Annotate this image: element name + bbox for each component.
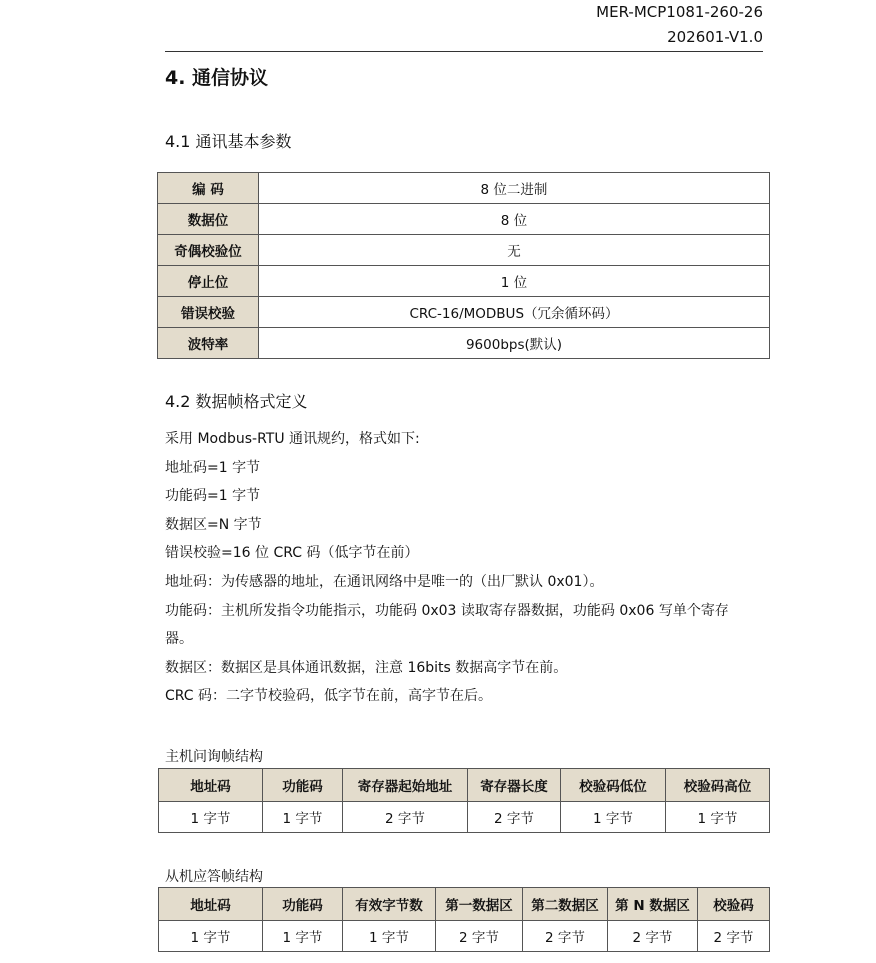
table-header-row bbox=[159, 769, 770, 802]
response-frame-caption: 从机应答帧结构 bbox=[165, 869, 263, 885]
basic-params-table bbox=[157, 172, 770, 359]
param-key: 波特率 bbox=[158, 328, 259, 359]
table-row bbox=[159, 802, 770, 833]
table-cell: 2 字节 bbox=[523, 921, 608, 952]
column-header: 校验码高位 bbox=[666, 769, 770, 802]
param-value: CRC-16/MODBUS（冗余循环码） bbox=[259, 297, 770, 328]
frame-format-description bbox=[165, 428, 775, 714]
table-cell: 1 字节 bbox=[561, 802, 666, 833]
column-header: 寄存器长度 bbox=[468, 769, 561, 802]
column-header: 第二数据区 bbox=[523, 888, 608, 921]
param-key: 停止位 bbox=[158, 266, 259, 297]
text-line: 器。 bbox=[165, 631, 193, 648]
table-row bbox=[159, 921, 770, 952]
text-line: 采用 Modbus-RTU 通讯规约，格式如下: bbox=[165, 431, 420, 447]
text-line: 地址码=1 字节 bbox=[165, 459, 261, 476]
table-cell: 1 字节 bbox=[343, 921, 436, 952]
table-cell: 1 字节 bbox=[159, 802, 263, 833]
table-header-row bbox=[159, 888, 770, 921]
table-row bbox=[158, 173, 770, 204]
table-cell: 1 字节 bbox=[263, 921, 343, 952]
column-header: 校验码低位 bbox=[561, 769, 666, 802]
param-key: 数据位 bbox=[158, 204, 259, 235]
column-header: 校验码 bbox=[698, 888, 770, 921]
table-row bbox=[158, 235, 770, 266]
query-frame-caption: 主机问询帧结构 bbox=[165, 749, 263, 765]
table-row bbox=[158, 297, 770, 328]
param-key: 奇偶校验位 bbox=[158, 235, 259, 266]
param-value: 9600bps(默认) bbox=[259, 328, 770, 359]
text-line: 功能码：主机所发指令功能指示，功能码 0x03 读取寄存器数据，功能码 0x06 写单个寄存 bbox=[165, 602, 729, 619]
column-header: 第一数据区 bbox=[436, 888, 523, 921]
header-rule bbox=[165, 51, 763, 52]
text-line: CRC 码：二字节校验码，低字节在前，高字节在后。 bbox=[165, 688, 493, 705]
section-heading-basic-params: 4.1 通讯基本参数 bbox=[165, 132, 292, 151]
column-header: 有效字节数 bbox=[343, 888, 436, 921]
column-header: 第 N 数据区 bbox=[608, 888, 698, 921]
table-row bbox=[158, 204, 770, 235]
param-key: 编 码 bbox=[158, 173, 259, 204]
text-line: 数据区：数据区是具体通讯数据，注意 16bits 数据高字节在前。 bbox=[165, 659, 568, 676]
table-row bbox=[158, 266, 770, 297]
table-cell: 2 字节 bbox=[608, 921, 698, 952]
table-cell: 2 字节 bbox=[468, 802, 561, 833]
document-code: MER-MCP1081-260-26 bbox=[596, 3, 763, 21]
column-header: 地址码 bbox=[159, 769, 263, 802]
table-cell: 2 字节 bbox=[436, 921, 523, 952]
column-header: 功能码 bbox=[263, 888, 343, 921]
param-value: 8 位二进制 bbox=[259, 173, 770, 204]
text-line: 数据区=N 字节 bbox=[165, 516, 262, 533]
text-line: 错误校验=16 位 CRC 码（低字节在前） bbox=[165, 545, 419, 562]
table-row bbox=[158, 328, 770, 359]
response-frame-table bbox=[158, 887, 770, 952]
table-cell: 1 字节 bbox=[666, 802, 770, 833]
table-cell: 1 字节 bbox=[159, 921, 263, 952]
page-title: 4. 通信协议 bbox=[165, 67, 269, 89]
query-frame-table bbox=[158, 768, 770, 833]
section-heading-frame-format: 4.2 数据帧格式定义 bbox=[165, 392, 308, 411]
param-value: 1 位 bbox=[259, 266, 770, 297]
column-header: 功能码 bbox=[263, 769, 343, 802]
table-cell: 1 字节 bbox=[263, 802, 343, 833]
param-value: 8 位 bbox=[259, 204, 770, 235]
document-version: 202601-V1.0 bbox=[667, 28, 763, 46]
column-header: 地址码 bbox=[159, 888, 263, 921]
table-cell: 2 字节 bbox=[343, 802, 468, 833]
param-key: 错误校验 bbox=[158, 297, 259, 328]
column-header: 寄存器起始地址 bbox=[343, 769, 468, 802]
param-value: 无 bbox=[259, 235, 770, 266]
text-line: 地址码：为传感器的地址，在通讯网络中是唯一的（出厂默认 0x01）。 bbox=[165, 573, 604, 590]
table-cell: 2 字节 bbox=[698, 921, 770, 952]
text-line: 功能码=1 字节 bbox=[165, 488, 261, 505]
